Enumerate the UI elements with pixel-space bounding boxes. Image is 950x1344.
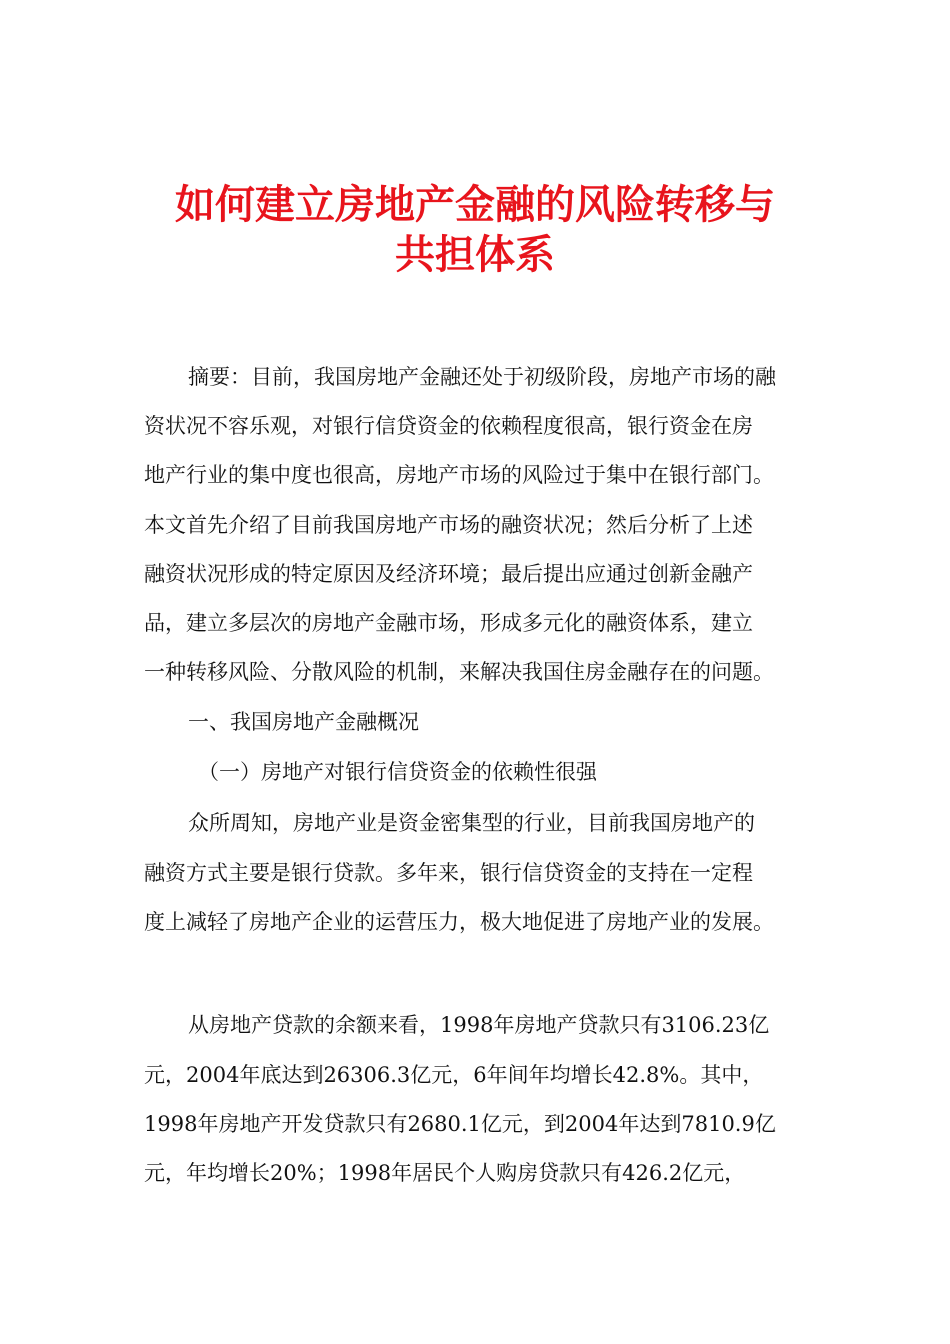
paragraph-line: 从房地产贷款的余额来看，1998年房地产贷款只有3106.23亿 xyxy=(188,1013,770,1037)
abstract-line: 摘要：目前，我国房地产金融还处于初级阶段，房地产市场的融 xyxy=(188,365,776,389)
paragraph-line: 众所周知，房地产业是资金密集型的行业，目前我国房地产的 xyxy=(188,811,755,835)
section-heading: 一、我国房地产金融概况 xyxy=(188,710,419,734)
paragraph-line: 元，2004年底达到26306.3亿元，6年间年均增长42.8%。其中， xyxy=(144,1063,764,1087)
subsection-heading: （一）房地产对银行信贷资金的依赖性很强 xyxy=(198,760,597,784)
abstract-line: 资状况不容乐观，对银行信贷资金的依赖程度很高，银行资金在房 xyxy=(144,414,753,438)
abstract-line: 一种转移风险、分散风险的机制，来解决我国住房金融存在的问题。 xyxy=(144,660,774,684)
paragraph-line: 度上减轻了房地产企业的运营压力，极大地促进了房地产业的发展。 xyxy=(144,910,774,934)
paragraph-line: 1998年房地产开发贷款只有2680.1亿元，到2004年达到7810.9亿 xyxy=(144,1112,776,1136)
paragraph-line: 融资方式主要是银行贷款。多年来，银行信贷资金的支持在一定程 xyxy=(144,861,753,885)
paragraph-line: 元，年均增长20%；1998年居民个人购房贷款只有426.2亿元， xyxy=(144,1161,746,1185)
document-title-line-2: 共担体系 xyxy=(395,231,555,278)
document-title-line-1: 如何建立房地产金融的风险转移与 xyxy=(175,181,775,228)
abstract-line: 品，建立多层次的房地产金融市场，形成多元化的融资体系，建立 xyxy=(144,611,753,635)
abstract-line: 地产行业的集中度也很高，房地产市场的风险过于集中在银行部门。 xyxy=(144,463,774,487)
abstract-line: 融资状况形成的特定原因及经济环境；最后提出应通过创新金融产 xyxy=(144,562,753,586)
abstract-line: 本文首先介绍了目前我国房地产市场的融资状况；然后分析了上述 xyxy=(144,513,753,537)
